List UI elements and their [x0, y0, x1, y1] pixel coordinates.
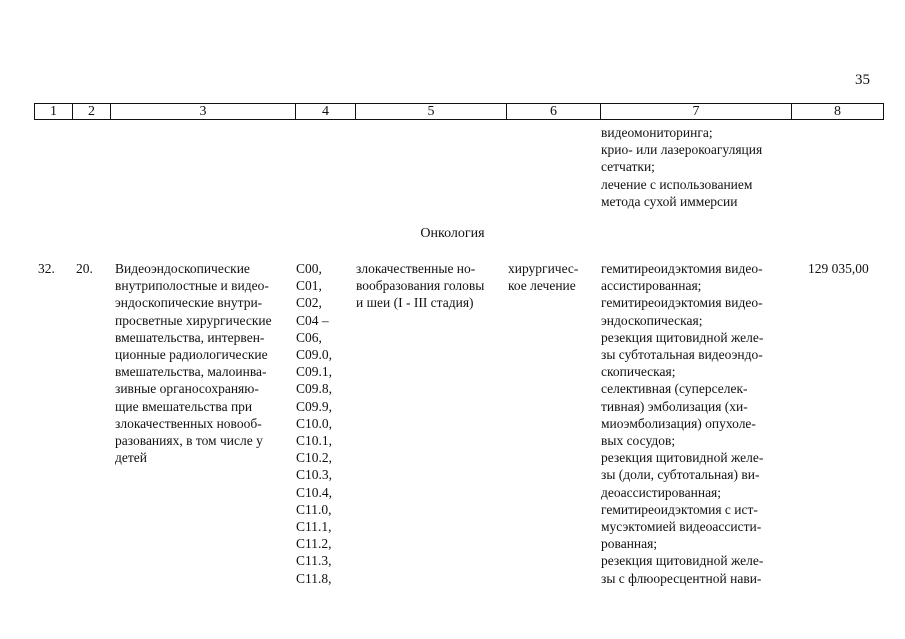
- column-header-8: 8: [792, 104, 884, 120]
- icd-code: C10.1,: [296, 433, 333, 449]
- method-line: зы субтотальная видеоэндо-: [601, 347, 763, 363]
- column-header-3: 3: [111, 104, 296, 120]
- patient-model-line: вообразования головы: [356, 278, 485, 294]
- description-line: эндоскопические внутри-: [115, 295, 263, 311]
- icd-code: C09.8,: [296, 381, 333, 397]
- column-header-5: 5: [356, 104, 507, 120]
- group-number: 20.: [76, 261, 93, 276]
- continued-line: сетчатки;: [601, 159, 655, 175]
- section-title: Онкология: [420, 226, 485, 241]
- page-number: 35: [855, 72, 870, 88]
- icd-codes: [296, 260, 354, 587]
- column-header-7: 7: [601, 104, 792, 120]
- treatment-type-line: хирургичес-: [508, 261, 579, 276]
- treatment-methods: [601, 260, 787, 587]
- method-line: резекция щитовидной желе-: [601, 553, 764, 569]
- intervention-description: [115, 260, 291, 466]
- method-line: селективная (суперселек-: [601, 381, 748, 397]
- method-line: ассистированная;: [601, 278, 702, 294]
- icd-code: C11.3,: [296, 553, 332, 569]
- icd-code: C09.0,: [296, 347, 333, 363]
- icd-code: C10.4,: [296, 484, 333, 500]
- icd-code: C06,: [296, 329, 322, 345]
- method-line: мусэктомией видеоассисти-: [601, 519, 762, 535]
- treatment-type-line: кое лечение: [508, 278, 576, 294]
- description-line: просветные хирургические: [115, 312, 272, 328]
- patient-model: [356, 260, 502, 312]
- description-line: щие вмешательства при: [115, 398, 253, 414]
- icd-code: C09.9,: [296, 398, 333, 414]
- method-line: деоассистированная;: [601, 484, 722, 500]
- row-number: 32.: [38, 261, 55, 276]
- icd-code: C10.0,: [296, 415, 333, 431]
- column-header-4: 4: [296, 104, 356, 120]
- description-line: разованиях, в том числе у: [115, 433, 263, 449]
- description-line: внутриполостные и видео-: [115, 278, 269, 294]
- description-line: злокачественных новооб-: [115, 415, 262, 431]
- method-line: зы с флюоресцентной нави-: [601, 570, 762, 586]
- continued-line: метода сухой иммерсии: [601, 193, 738, 209]
- icd-code: C10.2,: [296, 450, 333, 466]
- description-line: зивные органосохраняю-: [115, 381, 259, 397]
- description-line: Видеоэндоскопические: [115, 261, 250, 276]
- method-line: зы (доли, субтотальная) ви-: [601, 467, 760, 483]
- method-line: вых сосудов;: [601, 433, 676, 449]
- icd-code: C00,: [296, 261, 322, 276]
- icd-code: C01,: [296, 278, 322, 294]
- method-line: гемитиреоидэктомия видео-: [601, 295, 763, 311]
- continued-line: крио- или лазерокоагуляция: [601, 142, 763, 158]
- continued-line: видеомониторинга;: [601, 125, 713, 140]
- patient-model-line: злокачественные но-: [356, 261, 476, 276]
- method-line: тивная) эмболизация (хи-: [601, 398, 748, 414]
- column-number-header: [34, 103, 884, 120]
- method-line: резекция щитовидной желе-: [601, 450, 764, 466]
- method-line: резекция щитовидной желе-: [601, 329, 764, 345]
- icd-code: C11.1,: [296, 519, 332, 535]
- column-header-1: 1: [35, 104, 73, 120]
- description-line: вмешательства, интервен-: [115, 329, 265, 345]
- method-line: миоэмболизация) опухоле-: [601, 415, 756, 431]
- method-line: гемитиреоидэктомия с ист-: [601, 501, 758, 517]
- description-line: вмешательства, малоинва-: [115, 364, 267, 380]
- column-header-2: 2: [73, 104, 111, 120]
- method-line: скопическая;: [601, 364, 676, 380]
- icd-code: C11.8,: [296, 570, 332, 586]
- continued-methods-text: [601, 124, 787, 210]
- icd-code: C09.1,: [296, 364, 333, 380]
- method-line: эндоскопическая;: [601, 312, 703, 328]
- icd-code: C02,: [296, 295, 322, 311]
- icd-code: C11.2,: [296, 536, 332, 552]
- icd-code: C10.3,: [296, 467, 333, 483]
- continued-line: лечение с использованием: [601, 176, 753, 192]
- method-line: рованная;: [601, 536, 658, 552]
- treatment-type: [508, 260, 598, 294]
- method-line: гемитиреоидэктомия видео-: [601, 261, 763, 276]
- patient-model-line: и шеи (I - III стадия): [356, 295, 474, 311]
- description-line: детей: [115, 450, 147, 466]
- column-header-6: 6: [507, 104, 601, 120]
- icd-code: C11.0,: [296, 501, 332, 517]
- cost-value: 129 035,00: [808, 261, 869, 276]
- icd-code: C04 –: [296, 312, 329, 328]
- description-line: ционные радиологические: [115, 347, 268, 363]
